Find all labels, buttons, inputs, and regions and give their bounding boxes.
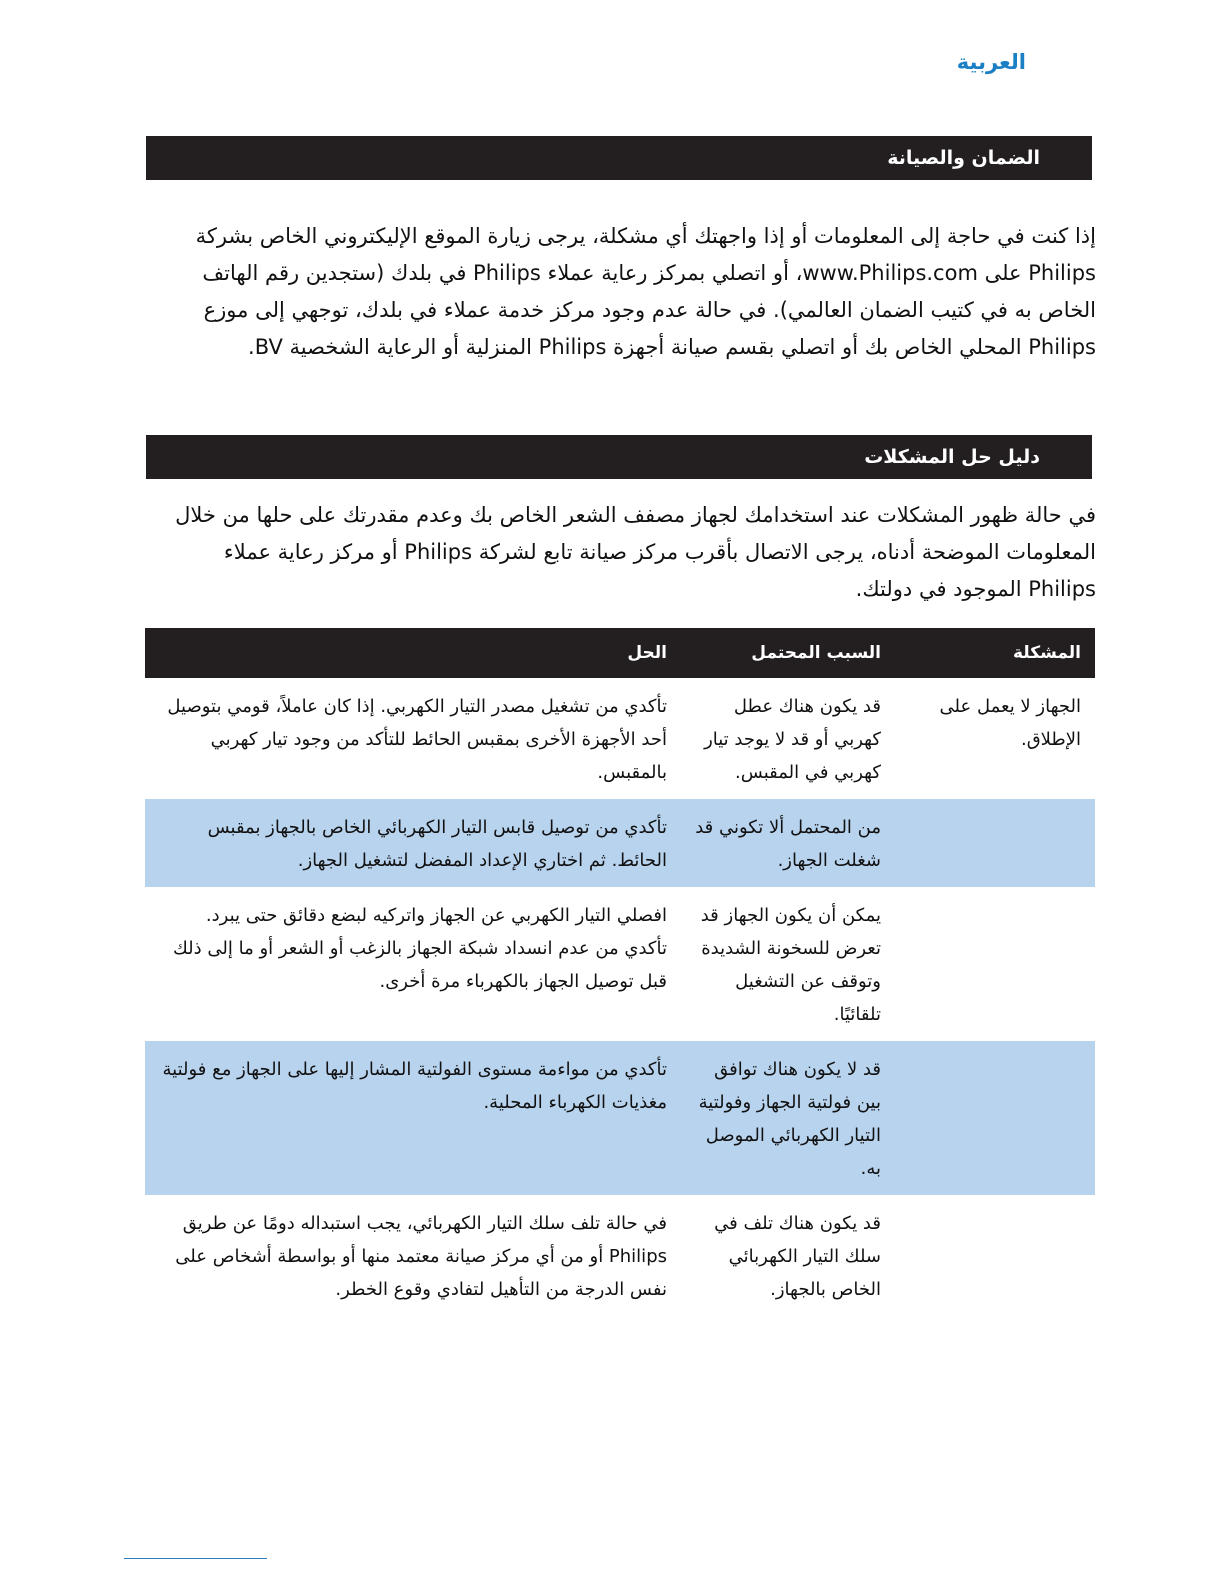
troubleshooting-heading-bar — [146, 435, 1092, 479]
table-row — [145, 678, 1095, 799]
header-solution: الحل — [145, 628, 681, 678]
problem-cell: الجهاز لا يعمل على الإطلاق. — [939, 696, 1081, 750]
solution-cell: تأكدي من توصيل قابس التيار الكهربائي الخاص بالجهاز بمقبس الحائط. ثم اختاري الإعداد المفضل لتشغيل الجهاز. — [145, 799, 681, 887]
troubleshooting-table — [145, 628, 1095, 1316]
footer-rule — [124, 1558, 267, 1559]
problem-cell — [895, 1041, 1095, 1195]
table-row — [145, 887, 1095, 1041]
cause-cell: قد لا يكون هناك توافق بين فولتية الجهاز وفولتية التيار الكهربائي الموصل به. — [681, 1041, 895, 1195]
table-row — [145, 1195, 1095, 1316]
table-row — [145, 799, 1095, 887]
troubleshooting-heading: دليل حل المشكلات — [864, 446, 1040, 468]
troubleshooting-paragraph: في حالة ظهور المشكلات عند استخدامك لجهاز مصفف الشعر الخاص بك وعدم مقدرتك على حلها من خلال المعلومات الموضحة أدناه، يرجى الاتصال بأقرب مركز صيانة تابع لشركة Philips أو مركز رعاية عملاء Philips الموجود في دولتك. — [175, 503, 1096, 601]
warranty-paragraph: إذا كنت في حاجة إلى المعلومات أو إذا واجهتك أي مشكلة، يرجى زيارة الموقع الإليكتروني الخاص بشركة Philips على www.Philips.com، أو اتصلي بمركز رعاية عملاء Philips في بلدك (ستجدين رقم الهاتف الخاص به في كتيب الضمان العالمي). في حالة عدم وجود مركز خدمة عملاء في بلدك، توجهي إلى موزع Philips المحلي الخاص بك أو اتصلي بقسم صيانة أجهزة Philips المنزلية أو الرعاية الشخصية BV. — [195, 224, 1096, 359]
header-cause: السبب المحتمل — [681, 628, 895, 678]
cause-cell: قد يكون هناك تلف في سلك التيار الكهربائي الخاص بالجهاز. — [714, 1213, 881, 1300]
solution-cell: افصلي التيار الكهربي عن الجهاز واتركيه لبضع دقائق حتى يبرد. تأكدي من عدم انسداد شبكة الجهاز بالزغب أو الشعر أو ما إلى ذلك قبل توصيل الجهاز بالكهرباء مرة أخرى. — [173, 905, 667, 992]
problem-cell — [895, 887, 1095, 1041]
solution-cell: تأكدي من تشغيل مصدر التيار الكهربي. إذا كان عاملاً، قومي بتوصيل أحد الأجهزة الأخرى بمقبس الحائط للتأكد من وجود تيار كهربي بالمقبس. — [167, 696, 667, 783]
header-problem: المشكلة — [895, 628, 1095, 678]
table-row — [145, 1041, 1095, 1195]
cause-cell: من المحتمل ألا تكوني قد شغلت الجهاز. — [681, 799, 895, 887]
problem-cell — [895, 799, 1095, 887]
warranty-heading-bar — [146, 136, 1092, 180]
table-header-row — [145, 628, 1095, 678]
warranty-heading: الضمان والصيانة — [887, 147, 1040, 169]
language-label: العربية — [956, 50, 1026, 74]
solution-cell: في حالة تلف سلك التيار الكهربائي، يجب استبداله دومًا عن طريق Philips أو من أي مركز صيانة معتمد منها أو بواسطة أشخاص على نفس الدرجة من التأهيل لتفادي وقوع الخطر. — [175, 1213, 667, 1300]
cause-cell: قد يكون هناك عطل كهربي أو قد لا يوجد تيار كهربي في المقبس. — [704, 696, 881, 783]
cause-cell: يمكن أن يكون الجهاز قد تعرض للسخونة الشديدة وتوقف عن التشغيل تلقائيًا. — [700, 905, 881, 1025]
problem-cell — [895, 1195, 1095, 1316]
solution-cell: تأكدي من مواءمة مستوى الفولتية المشار إليها على الجهاز مع فولتية مغذيات الكهرباء المحلية. — [145, 1041, 681, 1195]
